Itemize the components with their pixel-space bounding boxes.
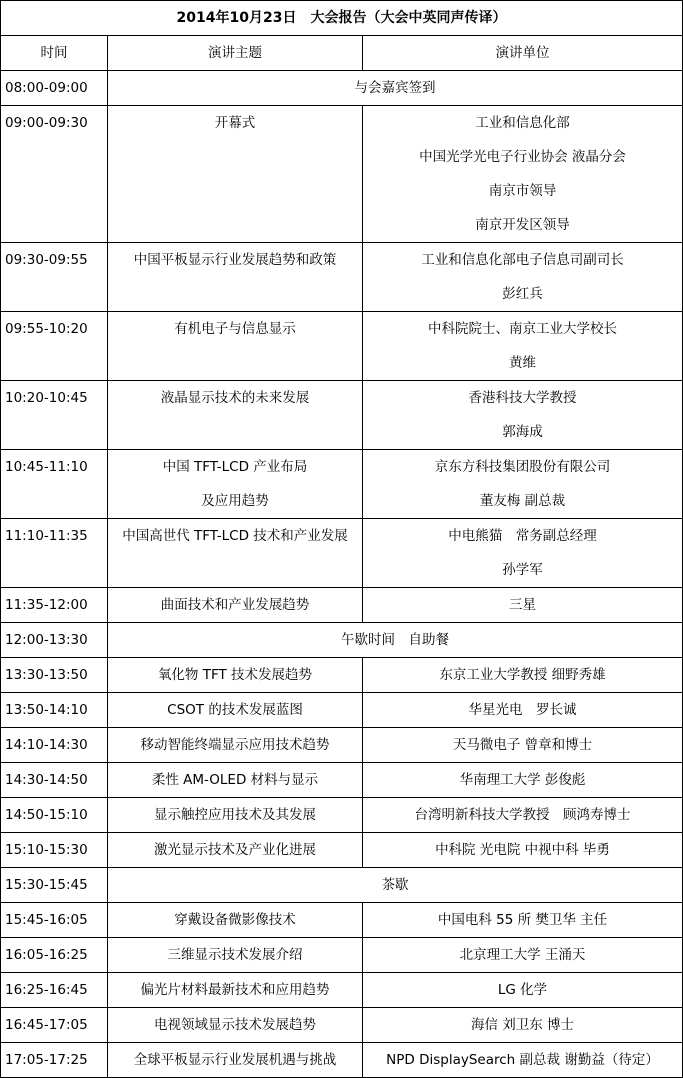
unit-line: 南京市领导 — [488, 183, 557, 199]
unit-line: 董友梅 副总裁 — [479, 493, 566, 509]
session-topic — [108, 1008, 363, 1043]
topic-line: 偏光片材料最新技术和应用趋势 — [140, 982, 330, 998]
agenda-row — [1, 868, 683, 903]
topic-line: 及应用趋势 — [201, 493, 269, 509]
unit-line: 北京理工大学 王涌天 — [459, 947, 586, 963]
session-topic — [108, 728, 363, 763]
session-time: 09:00-09:30 — [1, 106, 108, 243]
agenda-row — [1, 763, 683, 798]
topic-line: 穿戴设备微影像技术 — [174, 912, 296, 928]
topic-line: 显示触控应用技术及其发展 — [154, 807, 316, 823]
agenda-row — [1, 658, 683, 693]
topic-line: 移动智能终端显示应用技术趋势 — [140, 737, 330, 753]
agenda-row — [1, 1043, 683, 1078]
topic-line: CSOT 的技术发展蓝图 — [167, 702, 303, 718]
unit-line: NPD DisplaySearch 副总裁 谢勤益（待定） — [386, 1052, 659, 1068]
session-time: 14:50-15:10 — [1, 798, 108, 833]
session-topic — [108, 658, 363, 693]
header-unit: 演讲单位 — [363, 36, 683, 71]
session-topic — [108, 693, 363, 728]
topic-line: 液晶显示技术的未来发展 — [160, 390, 310, 406]
speaker-unit — [363, 658, 683, 693]
session-time: 08:00-09:00 — [1, 71, 108, 106]
session-time: 14:30-14:50 — [1, 763, 108, 798]
session-time: 11:35-12:00 — [1, 588, 108, 623]
unit-line: 台湾明新科技大学教授 顾鸿寿博士 — [414, 807, 631, 823]
session-topic — [108, 973, 363, 1008]
session-topic — [108, 106, 363, 243]
unit-line: 南京开发区领导 — [475, 217, 570, 233]
session-time: 10:45-11:10 — [1, 450, 108, 519]
unit-line: 中科院院士、南京工业大学校长 — [428, 321, 617, 337]
speaker-unit — [363, 833, 683, 868]
agenda-row — [1, 71, 683, 106]
agenda-row — [1, 1008, 683, 1043]
header-time: 时间 — [1, 36, 108, 71]
speaker-unit — [363, 243, 683, 312]
unit-line: 中科院 光电院 中视中科 毕勇 — [435, 842, 610, 858]
break-label: 午歇时间 自助餐 — [108, 623, 683, 658]
agenda-row — [1, 243, 683, 312]
topic-line: 激光显示技术及产业化进展 — [154, 842, 316, 858]
agenda-row — [1, 450, 683, 519]
agenda-row — [1, 693, 683, 728]
session-topic — [108, 763, 363, 798]
unit-line: 三星 — [509, 597, 536, 613]
speaker-unit — [363, 106, 683, 243]
unit-line: 郭海成 — [502, 424, 543, 440]
session-topic — [108, 903, 363, 938]
session-topic — [108, 450, 363, 519]
session-time: 13:50-14:10 — [1, 693, 108, 728]
agenda-title: 2014年10月23日 大会报告（大会中英同声传译） — [1, 1, 683, 36]
agenda-row — [1, 833, 683, 868]
agenda-row — [1, 623, 683, 658]
agenda-row — [1, 798, 683, 833]
speaker-unit — [363, 938, 683, 973]
topic-line: 中国平板显示行业发展趋势和政策 — [133, 252, 337, 268]
unit-line: 华星光电 罗长诚 — [468, 702, 577, 718]
speaker-unit — [363, 973, 683, 1008]
session-time: 15:30-15:45 — [1, 868, 108, 903]
speaker-unit — [363, 450, 683, 519]
session-topic — [108, 381, 363, 450]
unit-line: 东京工业大学教授 细野秀雄 — [439, 667, 606, 683]
session-time: 13:30-13:50 — [1, 658, 108, 693]
unit-line: LG 化学 — [497, 982, 548, 998]
agenda-row — [1, 973, 683, 1008]
unit-line: 中电熊猫 常务副总经理 — [448, 528, 597, 544]
speaker-unit — [363, 312, 683, 381]
topic-line: 氧化物 TFT 技术发展趋势 — [157, 667, 313, 683]
break-label: 茶歇 — [108, 868, 683, 903]
agenda-row — [1, 519, 683, 588]
speaker-unit — [363, 763, 683, 798]
unit-line: 海信 刘卫东 博士 — [470, 1017, 575, 1033]
session-time: 16:45-17:05 — [1, 1008, 108, 1043]
topic-line: 电视领域显示技术发展趋势 — [154, 1017, 316, 1033]
session-time: 15:45-16:05 — [1, 903, 108, 938]
unit-line: 京东方科技集团股份有限公司 — [434, 459, 611, 475]
unit-line: 天马微电子 曾章和博士 — [452, 737, 593, 753]
session-time: 16:25-16:45 — [1, 973, 108, 1008]
topic-line: 三维显示技术发展介绍 — [167, 947, 303, 963]
speaker-unit — [363, 798, 683, 833]
topic-line: 中国 TFT-LCD 产业布局 — [162, 459, 308, 475]
unit-line: 中国光学光电子行业协会 液晶分会 — [419, 149, 626, 165]
topic-line: 开幕式 — [214, 115, 256, 131]
unit-line: 孙学军 — [502, 562, 543, 578]
unit-line: 工业和信息化部 — [475, 115, 570, 131]
speaker-unit — [363, 693, 683, 728]
session-time: 09:55-10:20 — [1, 312, 108, 381]
speaker-unit — [363, 588, 683, 623]
speaker-unit — [363, 903, 683, 938]
agenda-body — [1, 71, 683, 1078]
session-topic — [108, 243, 363, 312]
session-time: 15:10-15:30 — [1, 833, 108, 868]
session-time: 10:20-10:45 — [1, 381, 108, 450]
speaker-unit — [363, 728, 683, 763]
topic-line: 中国高世代 TFT-LCD 技术和产业发展 — [122, 528, 348, 544]
agenda-row — [1, 312, 683, 381]
agenda-row — [1, 938, 683, 973]
session-time: 14:10-14:30 — [1, 728, 108, 763]
session-topic — [108, 833, 363, 868]
unit-line: 华南理工大学 彭俊彪 — [459, 772, 586, 788]
agenda-row — [1, 903, 683, 938]
session-time: 16:05-16:25 — [1, 938, 108, 973]
unit-line: 工业和信息化部电子信息司副司长 — [421, 252, 624, 268]
agenda-row — [1, 106, 683, 243]
topic-line: 有机电子与信息显示 — [174, 321, 296, 337]
session-topic — [108, 312, 363, 381]
unit-line: 黄维 — [509, 355, 536, 371]
unit-line: 香港科技大学教授 — [468, 390, 577, 406]
topic-line: 柔性 AM-OLED 材料与显示 — [151, 772, 319, 788]
session-time: 09:30-09:55 — [1, 243, 108, 312]
header-topic: 演讲主题 — [108, 36, 363, 71]
session-topic — [108, 798, 363, 833]
session-topic — [108, 519, 363, 588]
session-topic — [108, 588, 363, 623]
speaker-unit — [363, 1008, 683, 1043]
session-topic — [108, 938, 363, 973]
speaker-unit — [363, 381, 683, 450]
agenda-row — [1, 728, 683, 763]
session-time: 12:00-13:30 — [1, 623, 108, 658]
topic-line: 全球平板显示行业发展机遇与挑战 — [133, 1052, 337, 1068]
session-time: 11:10-11:35 — [1, 519, 108, 588]
session-topic — [108, 1043, 363, 1078]
unit-line: 中国电科 55 所 樊卫华 主任 — [437, 912, 608, 928]
session-time: 17:05-17:25 — [1, 1043, 108, 1078]
unit-line: 彭红兵 — [502, 286, 543, 302]
speaker-unit — [363, 519, 683, 588]
speaker-unit — [363, 1043, 683, 1078]
agenda-row — [1, 381, 683, 450]
agenda-row — [1, 588, 683, 623]
topic-line: 曲面技术和产业发展趋势 — [160, 597, 310, 613]
break-label: 与会嘉宾签到 — [108, 71, 683, 106]
